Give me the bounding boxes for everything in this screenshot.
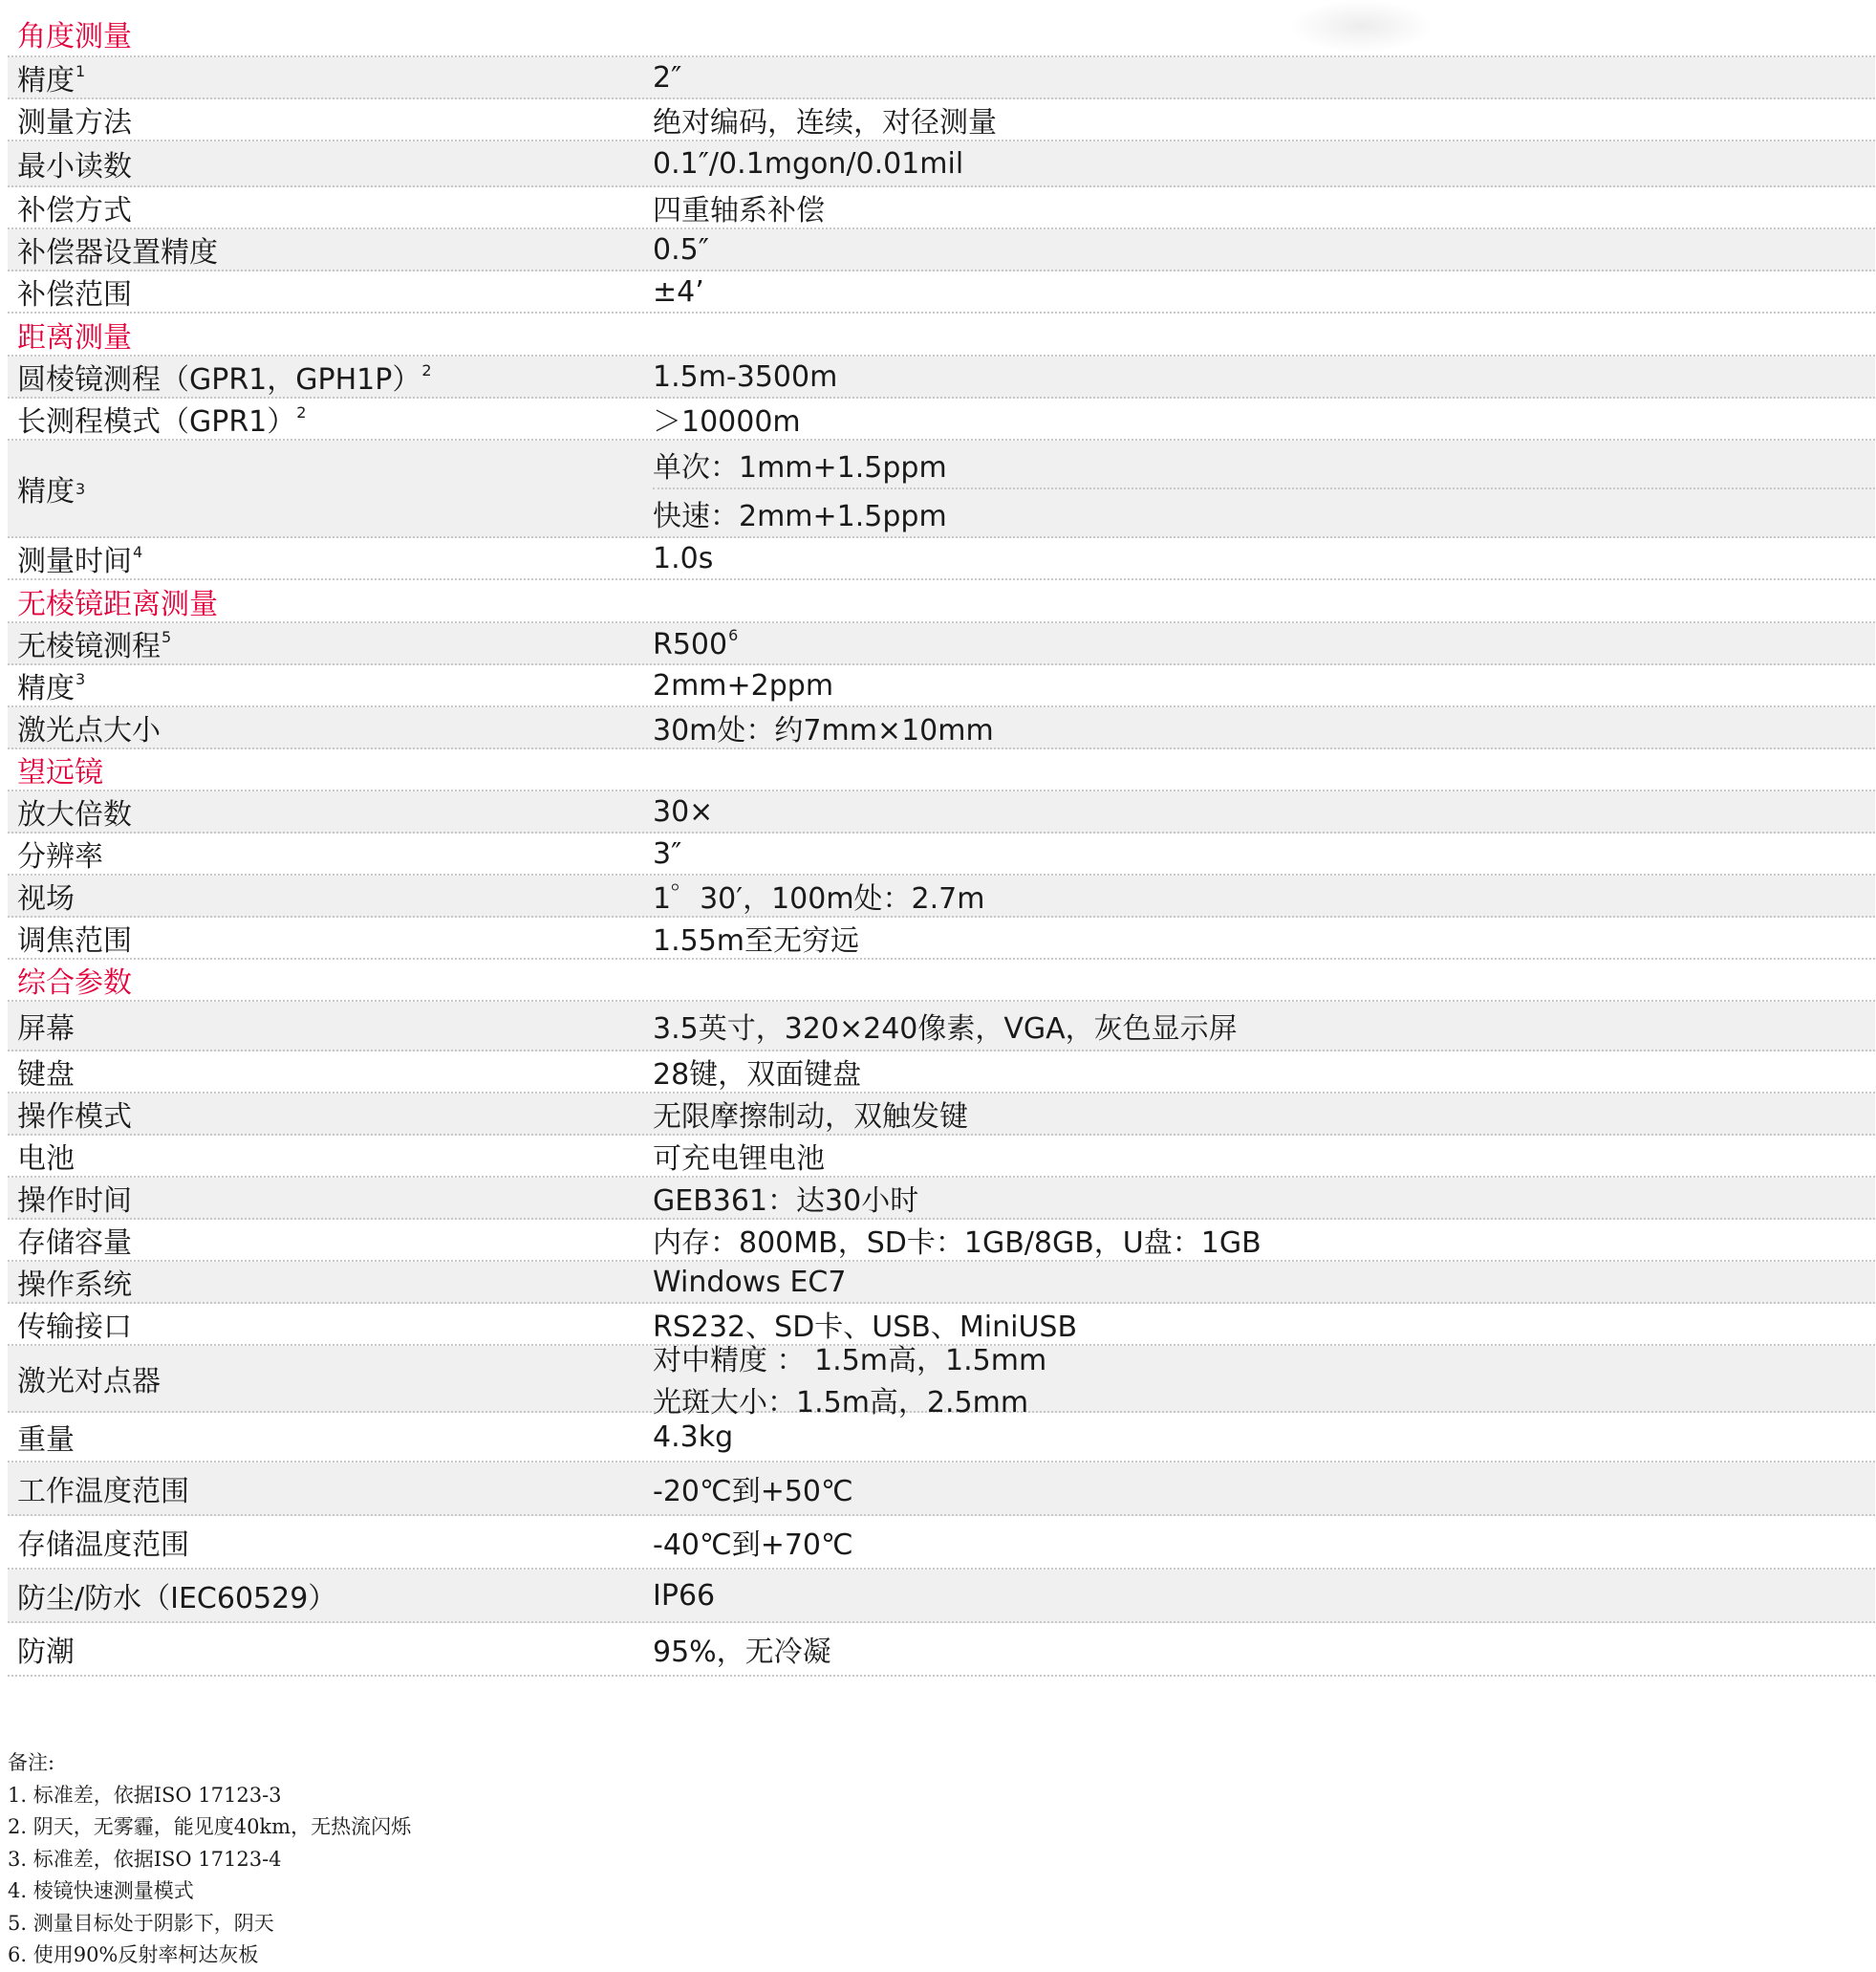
spec-label-text: 电池 [17, 1142, 75, 1176]
spec-value-text: ±4’ [653, 274, 704, 309]
spec-value-line [653, 488, 1875, 536]
spec-value-line [653, 837, 1875, 871]
spec-label [8, 441, 653, 536]
spec-label [8, 833, 653, 875]
spec-value [653, 706, 1875, 748]
spec-row [8, 1516, 1875, 1570]
spec-value-text: RS232、SD卡、USB、MiniUSB [653, 1311, 1078, 1344]
section-title: 综合参数 [17, 966, 132, 1000]
spec-row [8, 1262, 1875, 1304]
spec-value-text: 内存：800MB，SD卡：1GB/8GB，U盘：1GB [653, 1226, 1261, 1260]
spec-label-text: 工作温度范围 [17, 1475, 189, 1508]
spec-row [8, 1220, 1875, 1262]
spec-label [8, 1219, 653, 1261]
spec-label [8, 356, 653, 398]
spec-row [8, 357, 1875, 399]
spec-value-text: GEB361：达30小时 [653, 1184, 919, 1218]
spec-label-text: 长测程模式（GPR1） [17, 405, 296, 439]
spec-value-text: 1゜30′，100m处：2.7m [653, 882, 985, 916]
spec-value-line [653, 669, 1875, 703]
spec-value-text: IP66 [653, 1578, 716, 1613]
spec-row [8, 623, 1875, 665]
spec-value-text: 30m处：约7mm×10mm [653, 714, 994, 748]
spec-value-line [653, 542, 1875, 575]
spec-value-text: 单次：1mm+1.5ppm [653, 450, 947, 485]
spec-label-text: 防尘/防水（IEC60529） [17, 1582, 337, 1615]
spec-label [8, 1051, 653, 1093]
spec-row [8, 1002, 1875, 1051]
spec-row [8, 1051, 1875, 1094]
spec-value-text: 四重轴系补偿 [653, 194, 825, 228]
spec-value-line [653, 1336, 1875, 1378]
spec-value-line [653, 875, 1875, 917]
spec-value [653, 1219, 1875, 1261]
spec-value-line [653, 1093, 1875, 1135]
section-header [8, 960, 1875, 1002]
spec-label-text: 调焦范围 [17, 924, 132, 958]
spec-label-text: 补偿范围 [17, 278, 132, 312]
spec-label [8, 1628, 653, 1670]
footnote-ref: 2 [296, 403, 307, 422]
spec-value [653, 1628, 1875, 1670]
spec-value-line [653, 1628, 1875, 1670]
spec-value [653, 441, 1875, 536]
spec-value [653, 1135, 1875, 1177]
spec-label-text: 测量时间 [17, 545, 132, 578]
spec-label-text: 防潮 [17, 1636, 75, 1669]
spec-label-text: 操作系统 [17, 1268, 132, 1302]
spec-label [8, 1135, 653, 1177]
spec-row [8, 707, 1875, 749]
section-title: 望远镜 [17, 756, 103, 790]
note-3: 3. 标准差，依据ISO 17123-4 [8, 1847, 282, 1871]
spec-value-text: 1.0s [653, 541, 714, 575]
footnote-ref: 5 [162, 628, 172, 646]
spec-value-text: 3.5英寸，320×240像素，VGA，灰色显示屏 [653, 1012, 1238, 1046]
note-1: 1. 标准差，依据ISO 17123-3 [8, 1783, 282, 1807]
spec-label [8, 1093, 653, 1135]
spec-value [653, 626, 1875, 661]
footnote-ref: 3 [75, 670, 86, 688]
spec-value-line [653, 147, 1875, 181]
spec-label-text: 精度 [17, 64, 75, 98]
spec-row [8, 918, 1875, 960]
spec-label [8, 791, 653, 833]
spec-value [653, 1467, 1875, 1509]
spec-row [8, 665, 1875, 707]
spec-value-text: 2mm+2ppm [653, 668, 834, 703]
spec-value [653, 1093, 1875, 1135]
spec-label [8, 1521, 653, 1563]
spec-label [8, 398, 653, 440]
footnote-ref: 3 [75, 479, 86, 498]
spec-value-text: 1.55m至无穷远 [653, 924, 860, 958]
spec-label-text: 最小读数 [17, 150, 132, 184]
spec-label [8, 1177, 653, 1219]
spec-label-text: 存储温度范围 [17, 1528, 189, 1562]
spec-value-text: 绝对编码，连续，对径测量 [653, 106, 997, 140]
spec-label-text: 分辨率 [17, 840, 103, 874]
spec-value-line [653, 1051, 1875, 1093]
spec-value [653, 1266, 1875, 1299]
spec-label-text: 激光点大小 [17, 714, 161, 748]
note-6: 6. 使用90%反射率柯达灰板 [8, 1943, 259, 1966]
spec-value-text: 快速：2mm+1.5ppm [653, 499, 947, 533]
spec-value [653, 1005, 1875, 1047]
spec-label-text: 测量方法 [17, 106, 132, 140]
note-5: 5. 测量目标处于阴影下，阴天 [8, 1911, 274, 1935]
spec-row [8, 1136, 1875, 1178]
spec-label-text: 重量 [17, 1423, 75, 1457]
spec-label [8, 875, 653, 917]
section-title: 距离测量 [17, 320, 132, 355]
spec-value-line [653, 441, 1875, 488]
spec-value [653, 875, 1875, 917]
spec-value-line [653, 186, 1875, 228]
spec-value-text: 可充电锂电池 [653, 1142, 825, 1176]
spec-row [8, 441, 1875, 538]
spec-row [8, 791, 1875, 834]
spec-value-text: -40℃到+70℃ [653, 1528, 853, 1562]
spec-row [8, 1463, 1875, 1516]
spec-label [8, 1467, 653, 1509]
spec-row [8, 876, 1875, 918]
spec-row [8, 57, 1875, 99]
spec-value-text: 1.5m-3500m [653, 359, 838, 394]
spec-value-text: 30× [653, 794, 714, 829]
footnote-ref: 2 [421, 361, 432, 379]
spec-value [653, 147, 1875, 181]
section-title: 角度测量 [17, 20, 132, 54]
spec-value [653, 398, 1875, 440]
spec-value [653, 542, 1875, 575]
spec-label-text: 补偿方式 [17, 194, 132, 228]
spec-label [8, 622, 653, 664]
spec-value-text: 对中精度 ： 1.5m高，1.5mm [653, 1344, 1047, 1377]
spec-label-text: 存储容量 [17, 1226, 132, 1260]
spec-value-line [653, 1420, 1875, 1454]
spec-value-text: Windows EC7 [653, 1265, 847, 1299]
spec-label [8, 1357, 653, 1399]
spec-value-line [653, 360, 1875, 394]
spec-value-line [653, 1177, 1875, 1219]
footnote-ref: 6 [728, 625, 739, 644]
spec-value-text: R500 [653, 627, 728, 661]
spec-value-text: 28键，双面键盘 [653, 1058, 862, 1092]
spec-value-text: 2″ [653, 60, 682, 95]
footnote-ref: 4 [133, 543, 143, 561]
spec-row [8, 1623, 1875, 1677]
spec-row [8, 399, 1875, 441]
spec-label-text: 无棱镜测程 [17, 630, 161, 663]
spec-value-line [653, 1521, 1875, 1563]
spec-value [653, 275, 1875, 309]
spec-value-line [653, 1378, 1875, 1420]
spec-value-text: 0.1″/0.1mgon/0.01mil [653, 146, 964, 181]
spec-value-line [653, 98, 1875, 141]
spec-value-line [653, 61, 1875, 95]
spec-row [8, 271, 1875, 314]
spec-value [653, 360, 1875, 394]
spec-value-text: 光斑大小：1.5m高，2.5mm [653, 1386, 1029, 1419]
spec-value-line [653, 1579, 1875, 1613]
spec-row [8, 141, 1875, 187]
spec-label [8, 228, 653, 271]
spec-row [8, 99, 1875, 141]
spec-label [8, 1574, 653, 1616]
section-header [8, 314, 1875, 357]
spec-label [8, 186, 653, 228]
spec-value [653, 917, 1875, 959]
spec-value-text: 0.5″ [653, 232, 709, 267]
spec-label [8, 706, 653, 748]
spec-label [8, 1005, 653, 1047]
spec-label-text: 圆棱镜测程（GPR1，GPH1P） [17, 363, 421, 397]
spec-label-text: 视场 [17, 882, 75, 916]
spec-row [8, 187, 1875, 229]
note-4: 4. 棱镜快速测量模式 [8, 1879, 194, 1902]
spec-value-line [653, 1219, 1875, 1261]
spec-value [653, 1521, 1875, 1563]
notes-title: 备注: [8, 1751, 55, 1774]
spec-value-line [653, 398, 1875, 440]
spec-value-line [653, 795, 1875, 829]
spec-row [8, 1344, 1875, 1419]
spec-label-text: 操作时间 [17, 1184, 132, 1218]
note-2: 2. 阴天，无雾霾，能见度40km，无热流闪烁 [8, 1815, 412, 1838]
spec-value [653, 61, 1875, 95]
spec-label-text: 传输接口 [17, 1311, 132, 1344]
spec-value-line [653, 1266, 1875, 1299]
spec-label-text: 操作模式 [17, 1100, 132, 1134]
spec-value-line [653, 1467, 1875, 1509]
section-header [8, 11, 1875, 57]
spec-value-text: ＞10000m [653, 405, 801, 439]
spec-value [653, 233, 1875, 267]
spec-label [8, 271, 653, 313]
spec-value-line [653, 917, 1875, 959]
spec-label-text: 激光对点器 [17, 1365, 161, 1398]
footnote-ref: 1 [75, 62, 86, 80]
spec-value-line [653, 233, 1875, 267]
spec-value [653, 795, 1875, 829]
spec-value [653, 1579, 1875, 1613]
spec-value [653, 98, 1875, 141]
notes [8, 1747, 411, 1972]
spec-row [8, 1094, 1875, 1136]
spec-value-line [653, 1135, 1875, 1177]
spec-label [8, 56, 653, 98]
spec-label [8, 537, 653, 579]
spec-value [653, 1051, 1875, 1093]
spec-label-text: 精度 [17, 672, 75, 705]
spec-label [8, 1416, 653, 1458]
spec-value [653, 669, 1875, 703]
spec-label [8, 917, 653, 959]
spec-label-text: 键盘 [17, 1058, 75, 1092]
spec-value-text: 3″ [653, 836, 682, 871]
spec-value-text: 无限摩擦制动，双触发键 [653, 1100, 968, 1134]
spec-row [8, 538, 1875, 580]
section-header [8, 580, 1875, 623]
spec-value-text: 4.3kg [653, 1419, 734, 1454]
spec-label [8, 98, 653, 141]
spec-value-line [653, 275, 1875, 309]
spec-label [8, 664, 653, 706]
spec-label-text: 放大倍数 [17, 798, 132, 832]
spec-value-line [653, 706, 1875, 748]
spec-value-line [653, 626, 1875, 661]
spec-value-line [653, 1005, 1875, 1047]
spec-value [653, 1420, 1875, 1454]
spec-value-text: 95%，无冷凝 [653, 1636, 831, 1669]
section-header [8, 749, 1875, 791]
spec-row [8, 229, 1875, 271]
spec-row [8, 1570, 1875, 1623]
spec-value [653, 1336, 1875, 1420]
spec-label-text: 补偿器设置精度 [17, 236, 218, 270]
spec-row [8, 1413, 1875, 1463]
spec-label [8, 142, 653, 184]
spec-value-text: -20℃到+50℃ [653, 1475, 853, 1508]
spec-label-text: 精度 [17, 475, 75, 509]
spec-label [8, 1303, 653, 1345]
spec-row [8, 1178, 1875, 1220]
spec-label [8, 1261, 653, 1303]
spec-label-text: 屏幕 [17, 1012, 75, 1046]
section-title: 无棱镜距离测量 [17, 587, 218, 621]
spec-value [653, 837, 1875, 871]
spec-value [653, 186, 1875, 228]
spec-table [8, 11, 1875, 1677]
spec-value [653, 1177, 1875, 1219]
spec-row [8, 834, 1875, 876]
